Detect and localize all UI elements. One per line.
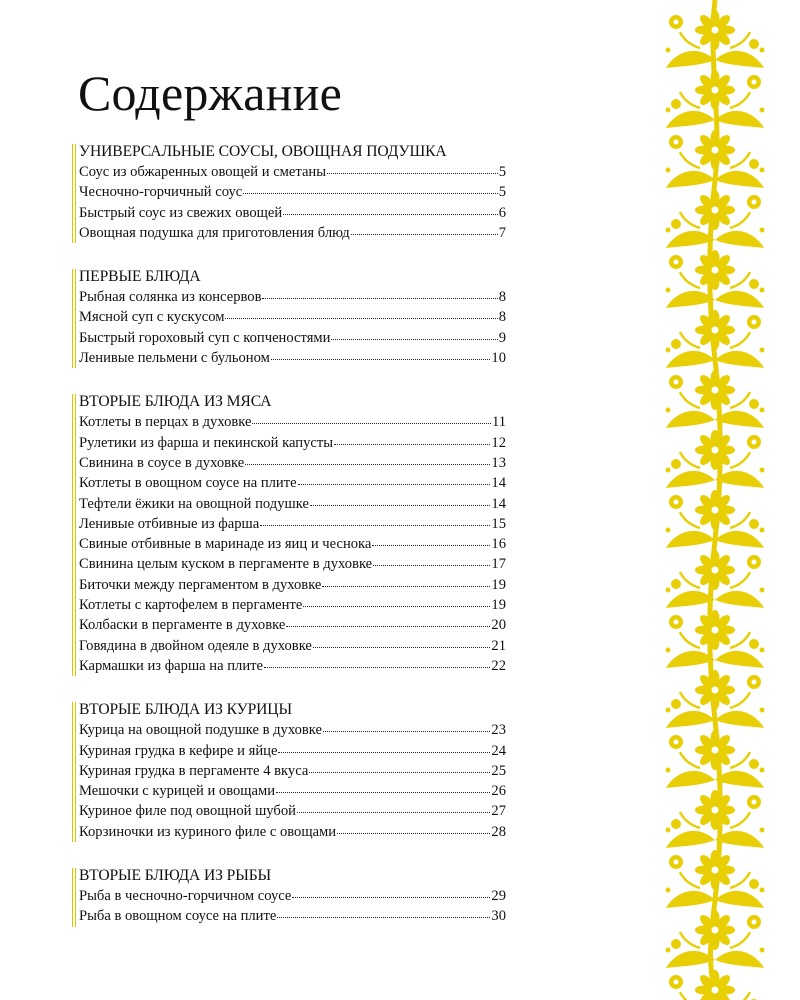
toc-entry[interactable] — [79, 615, 506, 635]
entry-title: Свиные отбивные в маринаде из яиц и чеснока — [79, 536, 372, 553]
entry-page-number: 5 — [498, 184, 506, 201]
dot-icon — [666, 948, 671, 953]
bud-icon — [749, 159, 759, 169]
bud-eye-icon — [752, 80, 757, 85]
flower-eye-icon — [712, 747, 719, 754]
entry-title: Корзиночки из куриного филе с овощами — [79, 823, 337, 840]
entry-page-number: 30 — [491, 908, 506, 925]
dot-leader — [260, 514, 490, 526]
toc-entry[interactable] — [79, 223, 506, 243]
dot-leader — [310, 494, 490, 506]
toc-entry[interactable] — [79, 761, 506, 781]
entry-title: Быстрый соус из свежих овощей — [79, 204, 283, 221]
toc-entry[interactable] — [79, 906, 506, 926]
bud-icon — [749, 39, 759, 49]
dot-icon — [666, 468, 671, 473]
dot-icon — [760, 588, 765, 593]
entry-title: Котлеты с картофелем в пергаменте — [79, 597, 303, 614]
toc-entry[interactable] — [79, 801, 506, 821]
entry-title: Котлеты в перцах в духовке — [79, 414, 252, 431]
entry-page-number: 13 — [491, 454, 506, 471]
flower-eye-icon — [712, 567, 719, 574]
toc-section — [72, 866, 506, 927]
entry-page-number: 19 — [491, 597, 506, 614]
flower-eye-icon — [712, 627, 719, 634]
entry-title: Ленивые пельмени с бульоном — [79, 350, 270, 367]
dot-icon — [760, 828, 765, 833]
flower-eye-icon — [712, 387, 719, 394]
toc-entry[interactable] — [79, 534, 506, 554]
entry-page-number: 20 — [491, 617, 506, 634]
flower-eye-icon — [712, 447, 719, 454]
entry-title: Куриное филе под овощной шубой — [79, 803, 296, 820]
toc-entry[interactable] — [79, 348, 506, 368]
section-title: ВТОРЫЕ БЛЮДА ИЗ КУРИЦЫ — [79, 701, 292, 719]
dot-leader — [334, 433, 490, 445]
table-of-contents — [72, 142, 506, 951]
entry-title: Говядина в двойном одеяле в духовке — [79, 637, 312, 654]
bud-eye-icon — [674, 20, 679, 25]
toc-entry[interactable] — [79, 494, 506, 514]
toc-entry[interactable] — [79, 307, 506, 327]
dot-icon — [666, 888, 671, 893]
toc-section — [72, 392, 506, 676]
dot-icon — [760, 168, 765, 173]
entry-page-number: 8 — [498, 309, 506, 326]
entry-page-number: 23 — [491, 722, 506, 739]
dot-leader — [373, 554, 490, 566]
entry-title: Ленивые отбивные из фарша — [79, 515, 260, 532]
entry-title: Рулетики из фарша и пекинской капусты — [79, 434, 334, 451]
bud-eye-icon — [752, 200, 757, 205]
dot-leader — [313, 636, 491, 648]
dot-icon — [666, 48, 671, 53]
section-title: ВТОРЫЕ БЛЮДА ИЗ МЯСА — [79, 393, 272, 411]
entry-title: Кармашки из фарша на плите — [79, 657, 264, 674]
dot-leader — [243, 182, 497, 194]
toc-entry[interactable] — [79, 328, 506, 348]
bud-eye-icon — [752, 560, 757, 565]
entry-page-number: 7 — [498, 224, 506, 241]
entry-page-number: 17 — [491, 556, 506, 573]
dot-leader — [271, 348, 491, 360]
bud-icon — [749, 759, 759, 769]
dot-leader — [327, 162, 498, 174]
toc-section — [72, 700, 506, 842]
bud-eye-icon — [674, 860, 679, 865]
toc-entry[interactable] — [79, 162, 506, 182]
dot-leader — [262, 287, 497, 299]
dot-leader — [225, 307, 497, 319]
toc-entry[interactable] — [79, 781, 506, 801]
flower-eye-icon — [712, 507, 719, 514]
entry-title: Овощная подушка для приготовления блюд — [79, 224, 350, 241]
bud-eye-icon — [752, 920, 757, 925]
bud-eye-icon — [674, 620, 679, 625]
dot-leader — [372, 534, 490, 546]
entry-page-number: 22 — [491, 657, 506, 674]
dot-leader — [303, 595, 490, 607]
entry-page-number: 24 — [491, 742, 506, 759]
bud-eye-icon — [674, 140, 679, 145]
dot-icon — [666, 588, 671, 593]
flower-eye-icon — [712, 927, 719, 934]
entry-title: Колбаски в пергаменте в духовке — [79, 617, 286, 634]
toc-entry[interactable] — [79, 822, 506, 842]
toc-entry[interactable] — [79, 741, 506, 761]
dot-icon — [666, 768, 671, 773]
section-title: ПЕРВЫЕ БЛЮДА — [79, 268, 201, 286]
entry-title: Мешочки с курицей и овощами — [79, 783, 276, 800]
toc-entry[interactable] — [79, 453, 506, 473]
toc-entry[interactable] — [79, 656, 506, 676]
ornament-pattern — [660, 0, 770, 1000]
bud-eye-icon — [674, 260, 679, 265]
bud-eye-icon — [674, 380, 679, 385]
entry-title: Свинина в соусе в духовке — [79, 454, 245, 471]
entry-page-number: 16 — [491, 536, 506, 553]
bud-icon — [671, 699, 681, 709]
dot-leader — [337, 822, 490, 834]
dot-icon — [760, 648, 765, 653]
dot-icon — [760, 108, 765, 113]
toc-entry[interactable] — [79, 636, 506, 656]
entry-page-number: 8 — [498, 289, 506, 306]
entry-title: Соус из обжаренных овощей и сметаны — [79, 164, 327, 180]
toc-entry[interactable] — [79, 575, 506, 595]
bud-eye-icon — [752, 800, 757, 805]
dot-icon — [666, 708, 671, 713]
toc-entry[interactable] — [79, 720, 506, 740]
entry-title: Куриная грудка в пергаменте 4 вкуса — [79, 762, 309, 779]
dot-icon — [760, 48, 765, 53]
toc-entry[interactable] — [79, 514, 506, 534]
bud-icon — [671, 339, 681, 349]
bud-eye-icon — [674, 500, 679, 505]
entry-title: Тефтели ёжики на овощной подушке — [79, 495, 309, 512]
entry-page-number: 11 — [491, 414, 506, 431]
dot-icon — [666, 528, 671, 533]
dot-icon — [666, 168, 671, 173]
toc-entry[interactable] — [79, 554, 506, 574]
bud-icon — [671, 939, 681, 949]
flower-eye-icon — [712, 207, 719, 214]
bud-icon — [671, 579, 681, 589]
dot-leader — [278, 741, 490, 753]
entry-page-number: 14 — [491, 475, 506, 492]
flower-eye-icon — [712, 27, 719, 34]
entry-page-number: 14 — [491, 495, 506, 512]
entry-title: Рыбная солянка из консервов — [79, 289, 262, 306]
bud-icon — [749, 639, 759, 649]
entry-page-number: 25 — [491, 762, 506, 779]
entry-title: Курица на овощной подушке в духовке — [79, 722, 322, 739]
flower-eye-icon — [712, 687, 719, 694]
entry-title: Куриная грудка в кефире и яйце — [79, 742, 278, 759]
toc-entry[interactable] — [79, 287, 506, 307]
bud-icon — [749, 399, 759, 409]
dot-icon — [666, 288, 671, 293]
dot-icon — [760, 528, 765, 533]
toc-entry[interactable] — [79, 203, 506, 223]
entry-title: Рыба в чесночно-горчичном соусе — [79, 888, 292, 905]
dot-icon — [760, 948, 765, 953]
flower-eye-icon — [712, 327, 719, 334]
dot-leader — [277, 906, 490, 918]
flower-eye-icon — [712, 867, 719, 874]
toc-section — [72, 267, 506, 368]
entry-title: Котлеты в овощном соусе на плите — [79, 475, 297, 492]
bud-icon — [671, 459, 681, 469]
dot-leader — [309, 761, 490, 773]
flower-eye-icon — [712, 147, 719, 154]
dot-icon — [760, 468, 765, 473]
dot-icon — [666, 228, 671, 233]
entry-page-number: 26 — [491, 783, 506, 800]
entry-page-number: 5 — [498, 164, 506, 180]
dot-leader — [298, 473, 491, 485]
entry-page-number: 6 — [498, 204, 506, 221]
dot-icon — [760, 888, 765, 893]
entry-page-number: 28 — [491, 823, 506, 840]
toc-entry[interactable] — [79, 182, 506, 202]
entry-page-number: 12 — [491, 434, 506, 451]
dot-leader — [252, 412, 490, 424]
dot-icon — [760, 348, 765, 353]
folk-ornament-border — [660, 0, 770, 1000]
flower-eye-icon — [712, 87, 719, 94]
dot-icon — [666, 648, 671, 653]
dot-icon — [666, 408, 671, 413]
bud-eye-icon — [752, 440, 757, 445]
section-title: УНИВЕРСАЛЬНЫЕ СОУСЫ, ОВОЩНАЯ ПОДУШКА — [79, 143, 447, 160]
page-title: Содержание — [78, 65, 342, 121]
dot-leader — [297, 801, 490, 813]
dot-icon — [760, 408, 765, 413]
dot-leader — [322, 575, 490, 587]
dot-icon — [760, 768, 765, 773]
entry-page-number: 10 — [491, 350, 506, 367]
bud-icon — [671, 819, 681, 829]
dot-leader — [283, 203, 498, 215]
flower-eye-icon — [712, 807, 719, 814]
entry-title: Чесночно-горчичный соус — [79, 184, 243, 201]
bud-icon — [749, 879, 759, 889]
toc-entry[interactable] — [79, 433, 506, 453]
bud-eye-icon — [752, 320, 757, 325]
entry-title: Свинина целым куском в пергаменте в духовке — [79, 556, 373, 573]
entry-page-number: 27 — [491, 803, 506, 820]
dot-icon — [666, 348, 671, 353]
toc-section — [72, 142, 506, 243]
flower-eye-icon — [712, 987, 719, 994]
entry-page-number: 19 — [491, 576, 506, 593]
bud-icon — [671, 219, 681, 229]
dot-leader — [323, 720, 490, 732]
dot-leader — [245, 453, 490, 465]
entry-title: Быстрый гороховый суп с копченостями — [79, 329, 331, 346]
entry-page-number: 15 — [491, 515, 506, 532]
entry-title: Биточки между пергаментом в духовке — [79, 576, 322, 593]
dot-icon — [760, 228, 765, 233]
dot-leader — [276, 781, 490, 793]
dot-leader — [264, 656, 490, 668]
dot-icon — [760, 288, 765, 293]
bud-eye-icon — [752, 680, 757, 685]
dot-leader — [292, 886, 490, 898]
dot-icon — [666, 108, 671, 113]
bud-eye-icon — [674, 980, 679, 985]
dot-leader — [351, 223, 498, 235]
entry-page-number: 21 — [491, 637, 506, 654]
bud-icon — [671, 99, 681, 109]
dot-leader — [286, 615, 490, 627]
bud-icon — [749, 519, 759, 529]
bud-eye-icon — [674, 740, 679, 745]
section-title: ВТОРЫЕ БЛЮДА ИЗ РЫБЫ — [79, 867, 272, 885]
toc-entry[interactable] — [79, 412, 506, 432]
entry-page-number: 9 — [498, 329, 506, 346]
toc-entry[interactable] — [79, 595, 506, 615]
dot-icon — [666, 828, 671, 833]
dot-leader — [331, 328, 497, 340]
bud-icon — [749, 279, 759, 289]
toc-entry[interactable] — [79, 473, 506, 493]
entry-title: Рыба в овощном соусе на плите — [79, 908, 277, 925]
dot-icon — [760, 708, 765, 713]
toc-entry[interactable] — [79, 886, 506, 906]
entry-title: Мясной суп с кускусом — [79, 309, 225, 326]
flower-eye-icon — [712, 267, 719, 274]
entry-page-number: 29 — [491, 888, 506, 905]
